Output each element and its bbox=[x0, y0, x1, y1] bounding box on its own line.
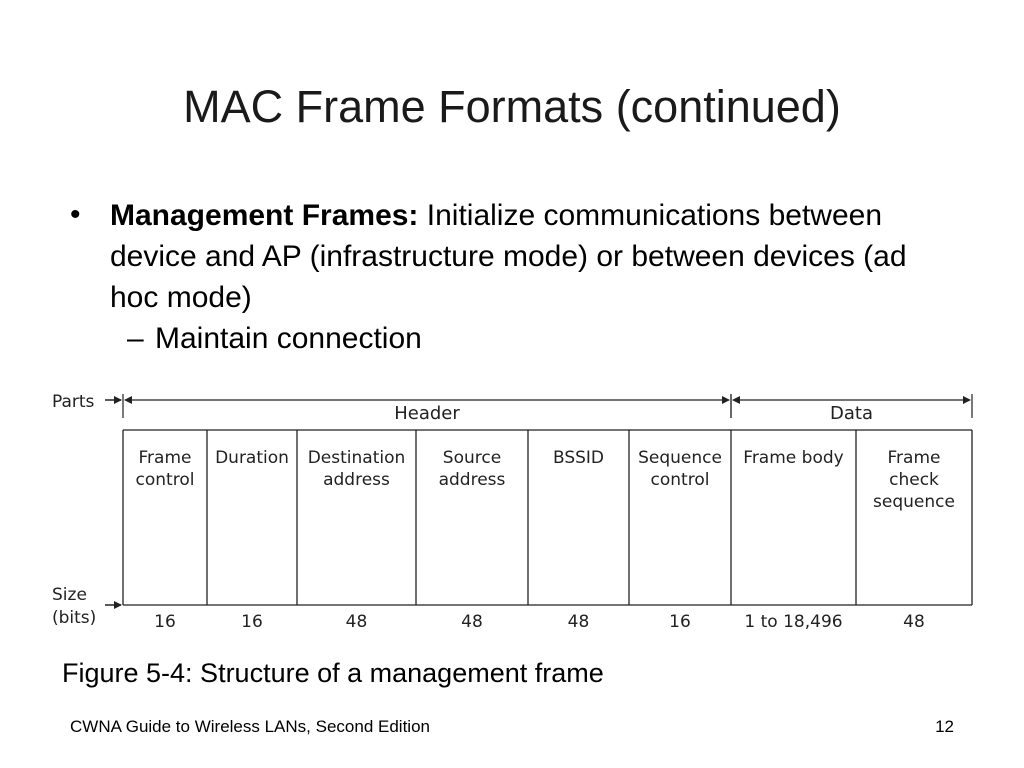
field-label: address bbox=[438, 470, 506, 490]
sub-bullet-maintain-connection bbox=[127, 319, 422, 359]
group-label-data: Data bbox=[830, 403, 873, 424]
field-label: Frame bbox=[138, 448, 192, 468]
field-label: address bbox=[323, 470, 390, 490]
field-label: control bbox=[650, 470, 710, 490]
field-label: Duration bbox=[215, 448, 289, 468]
field-label: Source bbox=[442, 448, 502, 468]
frame-structure-diagram bbox=[0, 375, 1024, 645]
field-label: control bbox=[135, 470, 195, 490]
bullet-marker: • bbox=[70, 198, 81, 231]
footer-page-number: 12 bbox=[935, 717, 954, 736]
field-size: 48 bbox=[461, 612, 483, 632]
bullet-body: Initialize communications between device and AP (infrastructure mode) or between devices (ad hoc mode) bbox=[110, 199, 907, 314]
field-size: 48 bbox=[903, 612, 925, 632]
field-label: sequence bbox=[873, 492, 955, 512]
figure-caption: Figure 5-4: Structure of a management frame bbox=[62, 658, 604, 688]
size-label-units: (bits) bbox=[52, 608, 97, 628]
group-label-header: Header bbox=[394, 403, 460, 424]
sub-bullet-text: Maintain connection bbox=[155, 322, 422, 355]
field-label: Frame bbox=[887, 448, 941, 468]
parts-label: Parts bbox=[52, 392, 95, 412]
field-label: Frame body bbox=[743, 448, 844, 468]
field-size: 1 to 18,496 bbox=[744, 612, 843, 632]
field-label: Sequence bbox=[638, 448, 722, 468]
field-label: Destination bbox=[307, 448, 406, 468]
bullet-bold-lead: Management Frames: bbox=[110, 199, 419, 232]
field-size: 16 bbox=[669, 612, 691, 632]
field-label: BSSID bbox=[552, 448, 605, 468]
size-label: Size bbox=[52, 585, 87, 605]
slide-title: MAC Frame Formats (continued) bbox=[183, 81, 841, 132]
field-size: 16 bbox=[241, 612, 263, 632]
bullet-management-frames bbox=[70, 195, 950, 318]
field-label: check bbox=[889, 470, 939, 490]
footer-source: CWNA Guide to Wireless LANs, Second Edition bbox=[70, 717, 430, 736]
field-size: 16 bbox=[154, 612, 176, 632]
field-size: 48 bbox=[345, 612, 368, 632]
bullet-text bbox=[110, 195, 950, 318]
field-size: 48 bbox=[567, 612, 590, 632]
sub-bullet-marker: – bbox=[127, 322, 144, 355]
